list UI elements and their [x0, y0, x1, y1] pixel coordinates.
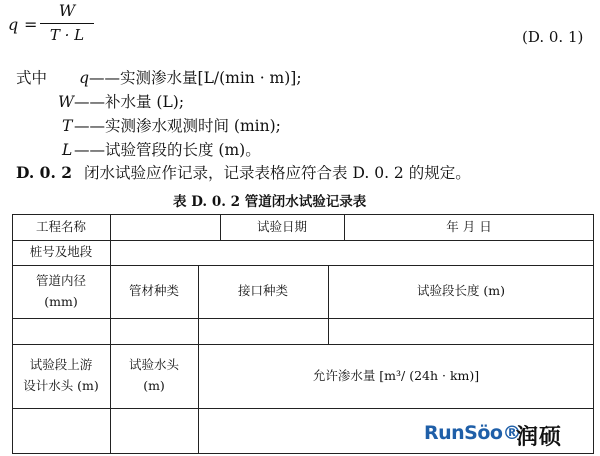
- table-rule: [12, 453, 594, 454]
- cell-stake-section: 桩号及地段: [29, 244, 93, 260]
- formula-numerator: W: [58, 1, 76, 20]
- equation-number: (D. 0. 1): [522, 28, 584, 46]
- table-rule: [12, 318, 594, 319]
- table-rule: [593, 214, 594, 454]
- clause-d-0-2: [16, 161, 471, 183]
- cell-date-value: 年 月 日: [446, 218, 492, 234]
- cell-test-head: 试验水头 (m): [128, 357, 179, 393]
- where-line-l: [62, 138, 261, 160]
- clause-number: D. 0. 2: [16, 163, 73, 182]
- where-line-w: [58, 90, 184, 112]
- fraction-bar: [40, 23, 94, 24]
- table-rule: [12, 408, 594, 409]
- cell-test-date: 试验日期: [256, 218, 307, 234]
- where-symbol: T: [62, 117, 73, 135]
- formula-denominator: T · L: [49, 26, 85, 44]
- where-lead: 式中: [16, 69, 48, 87]
- where-text: ——实测渗水观测时间 (min);: [74, 117, 281, 135]
- record-table: [12, 214, 594, 454]
- where-symbol: q: [79, 69, 90, 87]
- table-title: 表 D. 0. 2 管道闭水试验记录表: [173, 194, 367, 210]
- cell-joint-type: 接口种类: [237, 283, 288, 299]
- formula-lhs: q: [8, 15, 19, 34]
- cell-upstream-head: 试验段上游 设计水头 (m): [23, 357, 99, 393]
- table-rule: [110, 214, 111, 454]
- where-line-q: [16, 66, 302, 88]
- logo-chinese: 润硕: [516, 425, 563, 450]
- where-text: ——试验管段的长度 (m)。: [74, 141, 261, 159]
- where-text: ——实测渗水量[L/(min · m)];: [89, 69, 302, 87]
- formula: [0, 0, 90, 46]
- logo-latin: RunSöo®: [424, 422, 521, 444]
- cell-pipe-diameter: 管道内径 (mm): [35, 272, 86, 309]
- cell-allowed-seepage: 允许渗水量 [m³/ (24h · km)]: [312, 367, 480, 383]
- formula-equals: =: [24, 15, 38, 34]
- runsoo-logo: [424, 420, 600, 450]
- where-symbol: W: [58, 93, 74, 111]
- where-symbol: L: [62, 141, 73, 159]
- clause-text: 闭水试验应作记录，记录表格应符合表 D. 0. 2 的规定。: [84, 164, 471, 182]
- cell-pipe-material: 管材种类: [128, 283, 179, 299]
- cell-project-name: 工程名称: [35, 218, 86, 234]
- cell-segment-length: 试验段长度 (m): [416, 283, 506, 299]
- cell-project-name-value: [110, 214, 220, 240]
- where-line-t: [62, 114, 281, 136]
- where-text: ——补水量 (L);: [74, 93, 185, 111]
